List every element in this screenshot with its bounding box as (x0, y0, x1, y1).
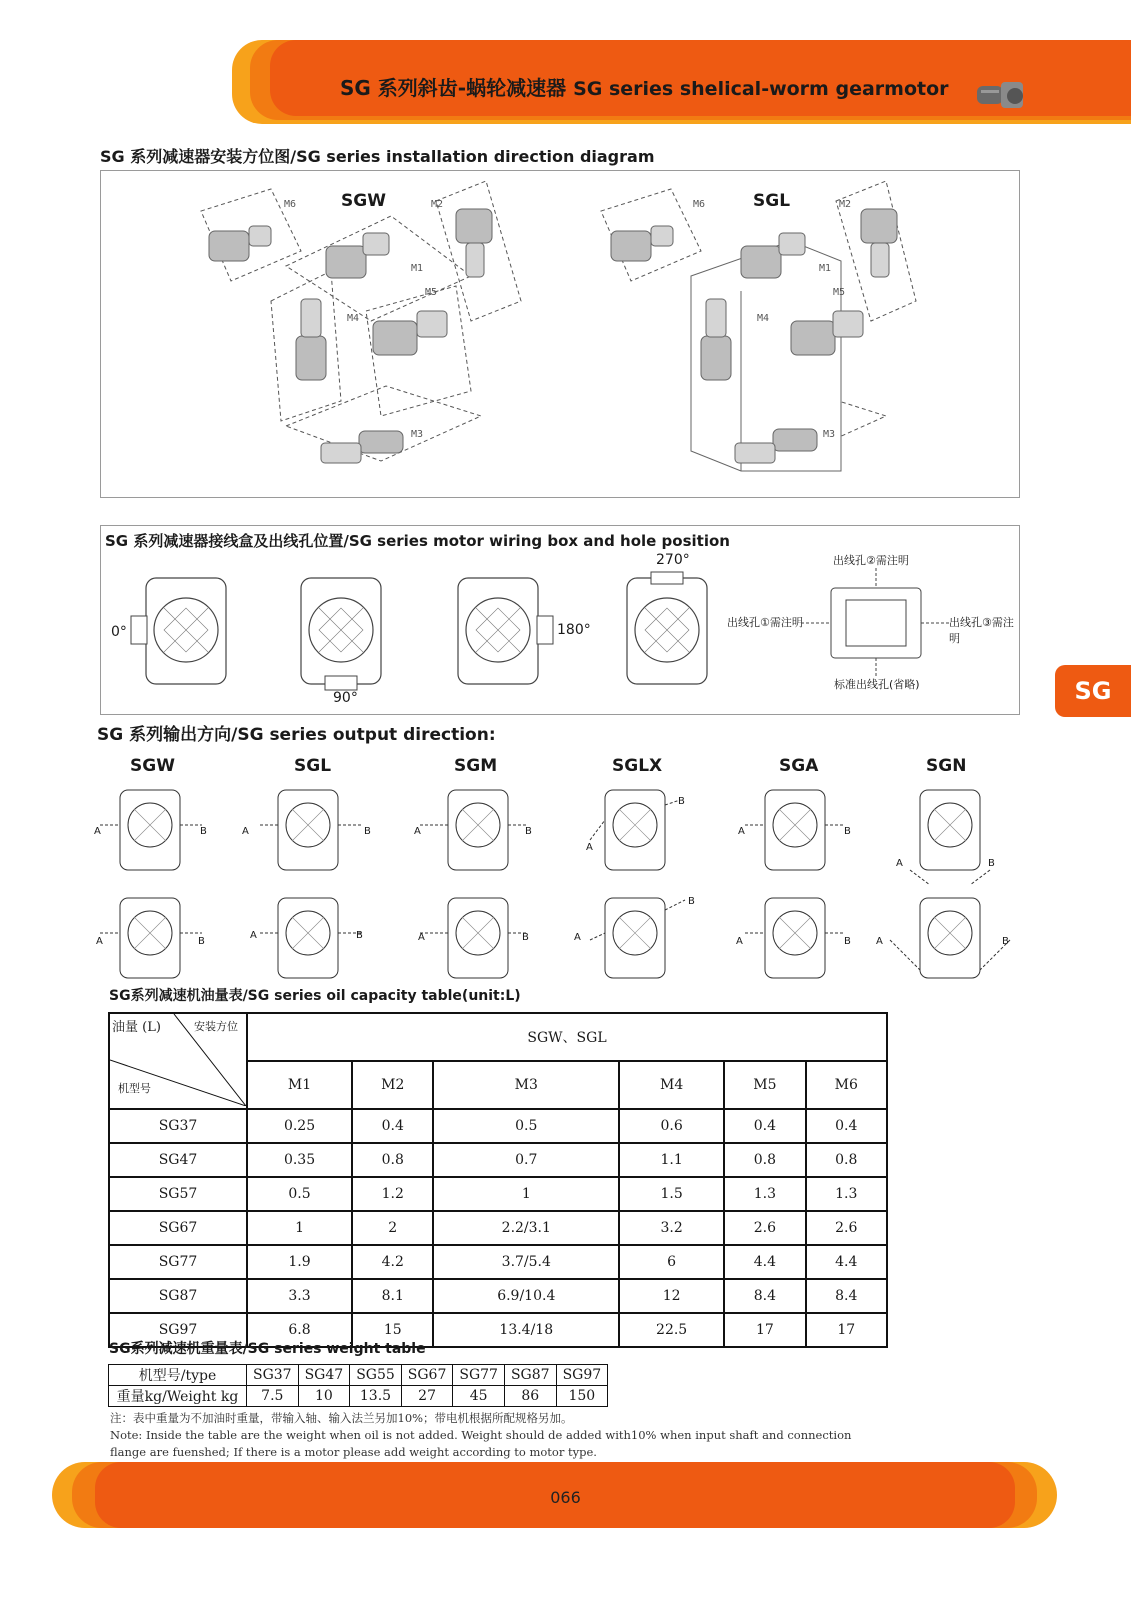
pos-m1-sgw: M1 (411, 263, 424, 274)
side-a-marker: A (414, 826, 421, 837)
oil-value-cell: 0.5 (247, 1177, 352, 1211)
pos-m1-sgl: M1 (819, 263, 832, 274)
oil-value-cell: 6 (619, 1245, 724, 1279)
weight-type-cell: SG67 (401, 1365, 453, 1386)
pos-m6-sgw: M6 (284, 199, 297, 210)
oil-model-cell: SG77 (109, 1245, 247, 1279)
oil-value-cell: 1.2 (352, 1177, 433, 1211)
oil-col-header: M2 (352, 1061, 433, 1109)
oil-table-row (109, 1279, 887, 1313)
standard-hole-label: 标准出线孔(省略) (834, 678, 920, 691)
side-a-marker: A (574, 932, 581, 943)
oil-value-cell: 0.25 (247, 1109, 352, 1143)
page-title-cn: SG 系列斜齿-蜗轮减速器 (340, 76, 567, 100)
oil-value-cell: 3.3 (247, 1279, 352, 1313)
pos-m2-sgw: M2 (431, 199, 444, 210)
oil-value-cell: 22.5 (619, 1313, 724, 1347)
oil-table-corner (109, 1013, 247, 1109)
wiring-diagram (100, 525, 1020, 715)
weight-type-cell: SG37 (247, 1365, 299, 1386)
oil-col-header: M4 (619, 1061, 724, 1109)
oil-table-title: SG系列减速机油量表/SG series oil capacity table(unit:L) (109, 988, 521, 1004)
oil-table-row (109, 1245, 887, 1279)
output-type-sgl: SGL (294, 756, 332, 776)
oil-value-cell: 1.3 (724, 1177, 805, 1211)
installation-drawing (101, 171, 1019, 497)
wiring-housings-drawing (101, 526, 721, 714)
oil-value-cell: 1 (433, 1177, 619, 1211)
weight-type-cell: SG55 (350, 1365, 402, 1386)
table-note (110, 1410, 880, 1461)
oil-value-cell: 0.8 (806, 1143, 887, 1177)
oil-value-cell: 4.2 (352, 1245, 433, 1279)
oil-value-cell: 6.9/10.4 (433, 1279, 619, 1313)
oil-value-cell: 0.6 (619, 1109, 724, 1143)
oil-col-header: M1 (247, 1061, 352, 1109)
output-type-sglx: SGLX (612, 756, 663, 776)
oil-value-cell: 0.7 (433, 1143, 619, 1177)
installation-title: SG 系列减速器安装方位图/SG series installation direction diagram (100, 147, 655, 166)
hole-3-label: 出线孔③需注明 (949, 616, 1014, 645)
oil-value-cell: 1.3 (806, 1177, 887, 1211)
pos-m4-sgl: M4 (757, 313, 770, 324)
pos-m4-sgw: M4 (347, 313, 360, 324)
side-a-marker: A (418, 932, 425, 943)
sgw-label: SGW (341, 191, 386, 211)
angle-0-label: 0° (111, 624, 127, 640)
side-a-marker: A (96, 936, 103, 947)
pos-m6-sgl: M6 (693, 199, 706, 210)
side-b-marker: B (522, 932, 529, 943)
wiring-box-drawing (801, 568, 951, 678)
weight-value-cell: 10 (298, 1386, 350, 1407)
oil-value-cell: 13.4/18 (433, 1313, 619, 1347)
gearmotor-icon (975, 78, 1031, 114)
weight-value-cell: 150 (556, 1386, 608, 1407)
oil-value-cell: 0.4 (352, 1109, 433, 1143)
side-b-marker: B (678, 796, 685, 807)
hole-2-label: 出线孔②需注明 (833, 554, 909, 567)
oil-value-cell: 2 (352, 1211, 433, 1245)
oil-value-cell: 0.4 (806, 1109, 887, 1143)
weight-value-cell: 86 (504, 1386, 556, 1407)
note-cn: 注：表中重量为不加油时重量，带输入轴、输入法兰另加10%；带电机根据所配规格另加。 (110, 1411, 573, 1425)
output-direction-drawing (90, 780, 1030, 995)
installation-diagram (100, 170, 1020, 498)
output-type-sgm: SGM (454, 756, 498, 776)
side-a-marker: A (738, 826, 745, 837)
oil-value-cell: 0.8 (724, 1143, 805, 1177)
oil-value-cell: 0.5 (433, 1109, 619, 1143)
oil-value-cell: 6.8 (247, 1313, 352, 1347)
oil-value-cell: 17 (806, 1313, 887, 1347)
angle-270-label: 270° (656, 552, 690, 568)
angle-90-label: 90° (333, 690, 358, 706)
side-b-marker: B (525, 826, 532, 837)
side-a-marker: A (586, 842, 593, 853)
oil-col-header: M6 (806, 1061, 887, 1109)
note-en: Note: Inside the table are the weight when oil is not added. Weight should de added with10% when input shaft and connection flange are fuenshed; If there is a motor please add weight according to motor type. (110, 1428, 852, 1459)
oil-model-cell: SG87 (109, 1279, 247, 1313)
side-b-marker: B (364, 826, 371, 837)
page-title-en: SG series shelical-worm gearmotor (573, 78, 949, 100)
oil-value-cell: 1.9 (247, 1245, 352, 1279)
output-type-sgn: SGN (926, 756, 967, 776)
corner-top-label: 安装方位 (194, 1020, 238, 1033)
weight-row-label: 重量kg/Weight kg (109, 1386, 247, 1407)
pos-m5-sgl: M5 (833, 287, 846, 298)
oil-model-cell: SG57 (109, 1177, 247, 1211)
side-b-marker: B (356, 930, 363, 941)
oil-col-header: M3 (433, 1061, 619, 1109)
oil-value-cell: 8.1 (352, 1279, 433, 1313)
side-a-marker: A (242, 826, 249, 837)
oil-value-cell: 17 (724, 1313, 805, 1347)
side-b-marker: B (1002, 936, 1009, 947)
oil-model-cell: SG47 (109, 1143, 247, 1177)
side-a-marker: A (250, 930, 257, 941)
oil-value-cell: 2.6 (806, 1211, 887, 1245)
oil-value-cell: 8.4 (806, 1279, 887, 1313)
weight-table (108, 1364, 608, 1407)
oil-model-cell: SG67 (109, 1211, 247, 1245)
section-tab-sg[interactable]: SG (1055, 665, 1131, 717)
type-row-label: 机型号/type (109, 1365, 247, 1386)
oil-group-header: SGW、SGL (247, 1013, 887, 1061)
side-b-marker: B (688, 896, 695, 907)
pos-m5-sgw: M5 (425, 287, 438, 298)
oil-value-cell: 0.8 (352, 1143, 433, 1177)
page-number: 066 (550, 1488, 581, 1507)
weight-type-cell: SG77 (453, 1365, 505, 1386)
output-title: SG 系列输出方向/SG series output direction: (97, 725, 496, 745)
oil-value-cell: 2.6 (724, 1211, 805, 1245)
oil-table-row (109, 1143, 887, 1177)
wiring-title: SG 系列减速器接线盒及出线孔位置/SG series motor wiring box and hole position (105, 532, 730, 550)
output-type-sgw: SGW (130, 756, 175, 776)
sgl-label: SGL (753, 191, 791, 211)
side-b-marker: B (200, 826, 207, 837)
weight-value-cell: 13.5 (350, 1386, 402, 1407)
corner-left-label: 油量 (L) (112, 1020, 161, 1035)
side-a-marker: A (896, 858, 903, 869)
oil-value-cell: 2.2/3.1 (433, 1211, 619, 1245)
page-title (340, 72, 949, 101)
oil-value-cell: 8.4 (724, 1279, 805, 1313)
oil-value-cell: 1 (247, 1211, 352, 1245)
side-b-marker: B (844, 936, 851, 947)
oil-col-header: M5 (724, 1061, 805, 1109)
oil-value-cell: 3.2 (619, 1211, 724, 1245)
oil-model-cell: SG37 (109, 1109, 247, 1143)
output-type-sga: SGA (779, 756, 819, 776)
hole-1-label: 出线孔①需注明 (727, 616, 803, 629)
weight-type-cell: SG47 (298, 1365, 350, 1386)
oil-value-cell: 1.5 (619, 1177, 724, 1211)
side-b-marker: B (844, 826, 851, 837)
oil-capacity-table (108, 1012, 888, 1348)
oil-table-row (109, 1211, 887, 1245)
oil-value-cell: 4.4 (724, 1245, 805, 1279)
angle-180-label: 180° (557, 622, 591, 638)
oil-value-cell: 15 (352, 1313, 433, 1347)
weight-value-cell: 7.5 (247, 1386, 299, 1407)
oil-table-row (109, 1177, 887, 1211)
weight-type-cell: SG97 (556, 1365, 608, 1386)
side-a-marker: A (94, 826, 101, 837)
corner-bottom-label: 机型号 (118, 1082, 151, 1095)
oil-table-row (109, 1109, 887, 1143)
oil-model-cell: SG97 (109, 1313, 247, 1347)
pos-m3-sgw: M3 (411, 429, 424, 440)
oil-value-cell: 4.4 (806, 1245, 887, 1279)
oil-value-cell: 12 (619, 1279, 724, 1313)
oil-value-cell: 3.7/5.4 (433, 1245, 619, 1279)
oil-value-cell: 0.4 (724, 1109, 805, 1143)
oil-value-cell: 1.1 (619, 1143, 724, 1177)
pos-m2-sgl: M2 (839, 199, 852, 210)
pos-m3-sgl: M3 (823, 429, 836, 440)
weight-type-cell: SG87 (504, 1365, 556, 1386)
side-b-marker: B (988, 858, 995, 869)
oil-value-cell: 0.35 (247, 1143, 352, 1177)
weight-value-cell: 27 (401, 1386, 453, 1407)
side-b-marker: B (198, 936, 205, 947)
weight-table-title: SG系列减速机重量表/SG series weight table (109, 1341, 426, 1357)
side-a-marker: A (876, 936, 883, 947)
side-a-marker: A (736, 936, 743, 947)
weight-value-cell: 45 (453, 1386, 505, 1407)
